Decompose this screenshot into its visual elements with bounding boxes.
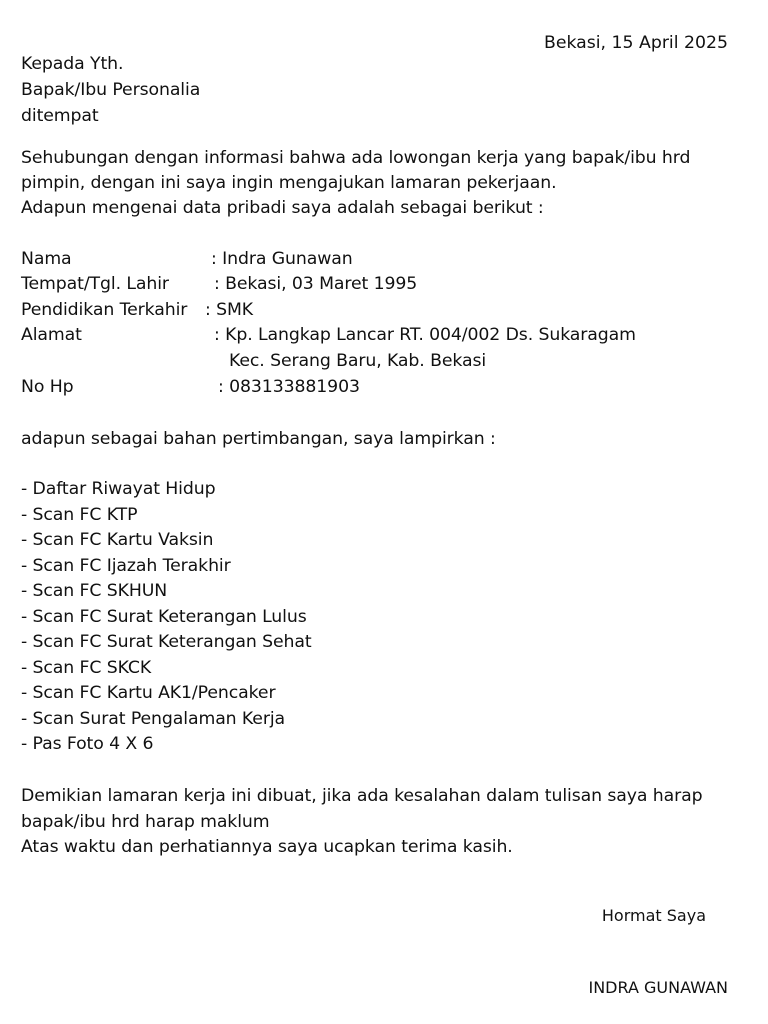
closing-line: Atas waktu dan perhatiannya saya ucapkan terima kasih.: [21, 837, 513, 857]
intro-line: pimpin, dengan ini saya ingin mengajukan lamaran pekerjaan.: [21, 173, 557, 193]
list-item: - Scan FC Surat Keterangan Sehat: [21, 632, 312, 652]
list-item: - Scan FC Kartu Vaksin: [21, 530, 214, 550]
data-row-education: [0, 299, 768, 321]
data-row-birth: [0, 273, 768, 295]
letter-date: Bekasi, 15 April 2025: [543, 33, 728, 53]
field-value: : SMK: [205, 300, 254, 320]
intro-line: Sehubungan dengan informasi bahwa ada lowongan kerja yang bapak/ibu hrd: [21, 148, 691, 168]
field-label: Nama: [21, 249, 72, 269]
field-label: Alamat: [21, 325, 82, 345]
field-value: : Indra Gunawan: [211, 249, 353, 269]
data-row-address-cont: [0, 350, 768, 372]
field-value: : 083133881903: [218, 377, 360, 397]
field-label: No Hp: [21, 377, 74, 397]
recipient-line: ditempat: [21, 106, 99, 126]
attachments-intro: adapun sebagai bahan pertimbangan, saya lampirkan :: [21, 429, 496, 449]
signature-name: INDRA GUNAWAN: [588, 978, 728, 997]
closing-line: bapak/ibu hrd harap maklum: [21, 812, 270, 832]
data-row-address: [0, 324, 768, 346]
recipient-line: Bapak/Ibu Personalia: [21, 80, 201, 100]
field-value: Kec. Serang Baru, Kab. Bekasi: [229, 351, 487, 371]
list-item: - Scan FC Kartu AK1/Pencaker: [21, 683, 276, 703]
data-row-name: [0, 248, 768, 270]
list-item: - Pas Foto 4 X 6: [21, 734, 154, 754]
field-value: : Bekasi, 03 Maret 1995: [214, 274, 418, 294]
list-item: - Scan FC Surat Keterangan Lulus: [21, 607, 307, 627]
recipient-line: Kepada Yth.: [21, 54, 124, 74]
data-row-phone: [0, 376, 768, 398]
closing-salutation: Hormat Saya: [601, 906, 706, 925]
list-item: - Daftar Riwayat Hidup: [21, 479, 216, 499]
field-label: Tempat/Tgl. Lahir: [21, 274, 169, 294]
field-label: Pendidikan Terkahir: [21, 300, 188, 320]
field-value: : Kp. Langkap Lancar RT. 004/002 Ds. Sukaragam: [214, 325, 636, 345]
list-item: - Scan FC KTP: [21, 505, 138, 525]
list-item: - Scan FC SKHUN: [21, 581, 168, 601]
intro-line: Adapun mengenai data pribadi saya adalah sebagai berikut :: [21, 198, 544, 218]
list-item: - Scan FC Ijazah Terakhir: [21, 556, 231, 576]
closing-line: Demikian lamaran kerja ini dibuat, jika ada kesalahan dalam tulisan saya harap: [21, 786, 703, 806]
list-item: - Scan Surat Pengalaman Kerja: [21, 709, 286, 729]
list-item: - Scan FC SKCK: [21, 658, 152, 678]
